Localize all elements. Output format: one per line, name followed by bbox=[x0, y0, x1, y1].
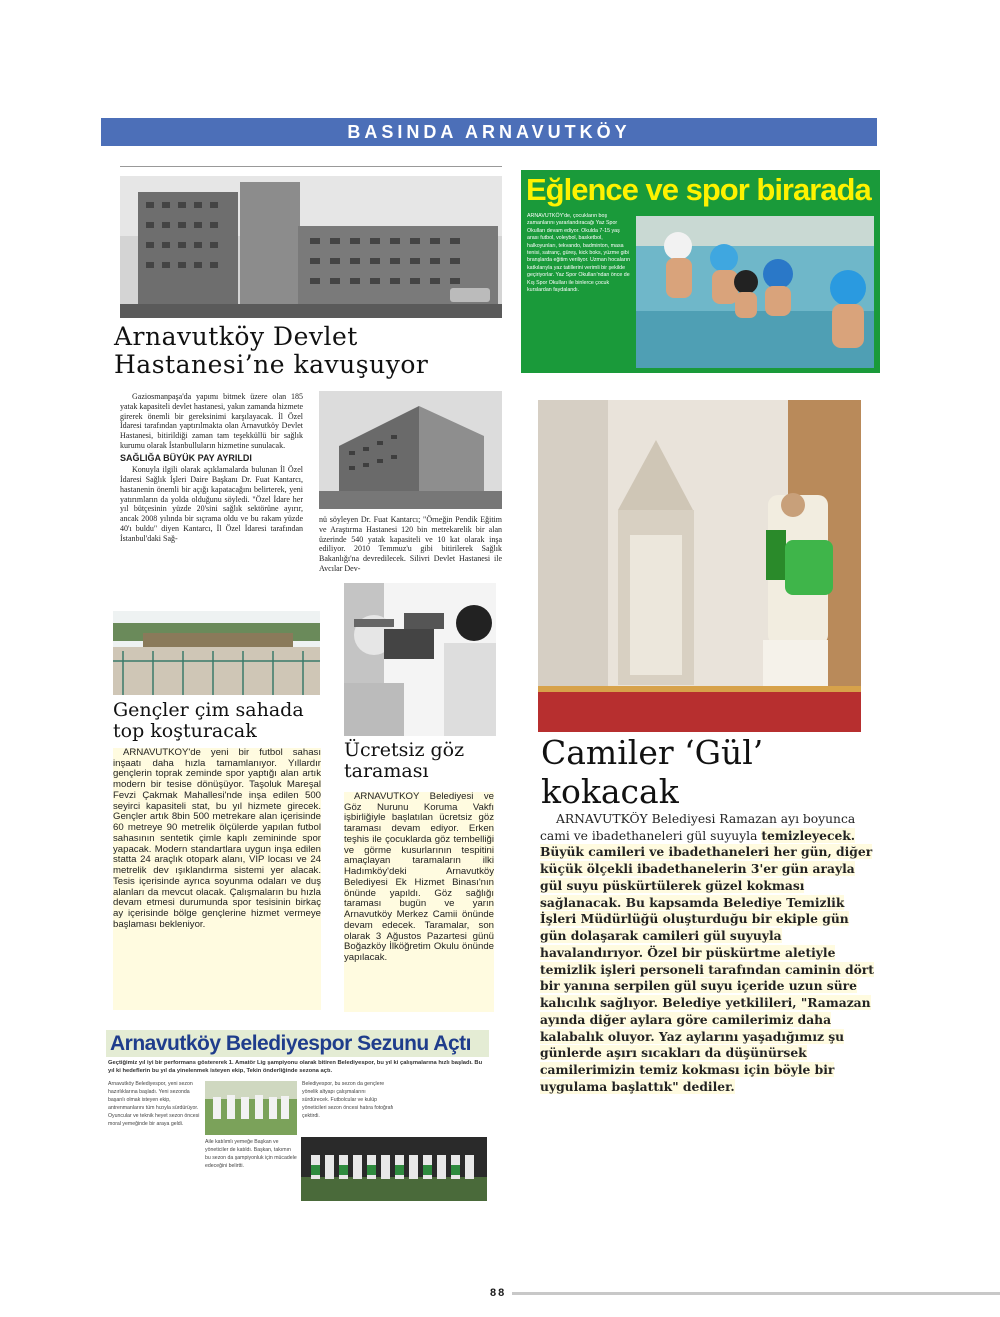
hastane-body-col1 bbox=[120, 392, 303, 577]
hospital-photo-small bbox=[319, 391, 502, 509]
goz-headline: Ücretsiz göz taraması bbox=[344, 739, 465, 783]
belediyespor-col1: Arnavutköy Belediyespor, yeni sezon hazırlıklarına başladı. Yeni sezonda başarılı olmak isteyen ekip, antrenmanlarını tüm hızıyla sürdürüyor. Oyuncular ve teknik heyet sezon öncesi moral yemeğinde bir araya geldi. bbox=[108, 1081, 200, 1128]
belediyespor-col2: Aile katılımlı yemeğe Başkan ve yöneticiler de katıldı. Başkan, takımın bu sezon da şampiyonluk için mücadele edeceğini belirtti. bbox=[205, 1139, 297, 1170]
hastane-subhead: SAĞLIĞA BÜYÜK PAY AYRILDI bbox=[120, 452, 252, 463]
divider bbox=[120, 166, 502, 167]
camiler-body-bold: temizleyecek. Büyük camileri ve ibadethaneleri her gün, diğer küçük ölçekli ibadethanelerin 3'er gün arayla gül suyu püskürtülerek güzel kokması sağlanacak. Bu kapsamda Belediye Temizlik İşleri Müdürlüğü oluşturduğu bir ekiple gün gün dolaşarak camileri gül suyuyla havalandırıyor. Özel bir püskürtme aletiyle temizlik işleri personeli tarafından caminin dört bir yanına serpilen gül suyu içeride uzun süre kalıcılık sağlıyor. Belediye yetkilileri, "Ramazan ayında diğer aylara göre camilerimiz daha kalabalık oluyor. Yaz aylarını yaşadığımız şu günlerde aşırı sıcakları da düşünürsek camilerimizin temiz kokması için böyle bir uygulama başlattık" dediler. bbox=[540, 827, 874, 1094]
stadium-photo bbox=[113, 611, 320, 695]
footer-line bbox=[512, 1292, 1000, 1295]
hastane-para2: Konuyla ilgili olarak açıklamalarda bulunan İl Özel İdaresi Sağlık İşleri Daire Başkanı Dr. Fuat Kantarcı, hastanenin önemli bir açığı kapatacağını belirterek, yeni yatırımların da yolda olduğunu söyledi. "Özel İdare her yıl bütçesinin yüzde 20'sini sağlık sektörüne ayırır, ancak 2008 yılında bir sıçrama oldu ve bu rakam yüzde 40'ı buldu" diyen Kantarcı, İl Özel İdaresi tarafından İstanbul'daki Sağ- bbox=[120, 465, 303, 543]
belediyespor-col3: Belediyespor, bu sezon da gençlere yönelik altyapı çalışmalarını sürdürecek. Futbolcular ve kulüp yöneticileri sezon öncesi hatıra fotoğrafı çektirdi. bbox=[302, 1081, 394, 1120]
team-photo-small bbox=[205, 1081, 297, 1135]
camiler-headline: Camiler ‘Gül’ kokacak bbox=[541, 733, 764, 811]
belediyespor-headline: Arnavutköy Belediyespor Sezunu Açtı bbox=[106, 1030, 489, 1057]
team-photo-large bbox=[301, 1137, 487, 1201]
hastane-headline: Arnavutköy Devlet Hastanesi’ne kavuşuyor bbox=[114, 322, 429, 379]
eye-exam-photo bbox=[344, 583, 496, 736]
section-banner: BASINDA ARNAVUTKÖY bbox=[101, 118, 877, 146]
hastane-intro: Gaziosmanpaşa'da yapımı bitmek üzere olan 185 yatak kapasiteli devlet hastanesi, yakın zamanda hizmete girerek önemli bir gereksinimi karşılayacak. İl Özel İdaresi tarafından yaptırılmakta olan Arnavutköy Devlet Hastanesi, bitirildiği zaman tam teşekküllü bir sağlık kurumu olarak İstanbulluların hizmetine sunulacak. bbox=[120, 392, 303, 450]
hastane-body-col2: nü söyleyen Dr. Fuat Kantarcı; "Örneğin Pendik Eğitim ve Araştırma Hastanesi 120 bin metrekarelik bir alan üzerinde 540 yatak kapasiteli ve 10 kat olarak inşa ediliyor. 2010 Temmuz'u gibi bitirilerek Sağlık Bakanlığı'na devredilecek. Silivri Devlet Hastanesi ile Avcılar Dev- bbox=[319, 515, 502, 573]
mosque-photo bbox=[538, 400, 861, 732]
eglence-headline: Eğlence ve spor birarada bbox=[526, 172, 871, 207]
pool-photo bbox=[636, 216, 874, 368]
gencler-body: ARNAVUTKÖY'de yeni bir futbol sahası inşaatı daha hızla tamamlanıyor. Yıllardır gençlerin toprak zeminde spor yaptığı alan artık modern bir tesise dönüşüyor. Taşoluk Mareşal Fevzi Çakmak Mahallesi'nde inşa edilen 500 seyirci kapasiteli stat, bu yıl hizmete girecek. Gençler artık 8bin 500 metrekare alan içerisinde 60 metreye 90 metrelik ölçülerde yapılan futbol sahasının sentetik çimle kaplı zemininde spor yapacak. Modern standartlara uygun inşa edilen statta 24 araçlık otopark alanı, VIP locası ve 24 metrelik dev ışıklandırma sistemi yer alacak. Tesis içerisinde ayrıca soyunma odaları ve duş alanları da mevcut olacak. Çalışmaların bu hızla devam etmesi durumunda spor tesisinin birkaç ay içerisinde bölge gençlerine hizmet vermeye başlaması bekleniyor. bbox=[113, 748, 321, 1010]
gencler-headline: Gençler çim sahada top koşturacak bbox=[113, 699, 304, 743]
goz-body: ARNAVUTKÖY Belediyesi ve Göz Nurunu Koruma Vakfı işbirliğiyle başlatılan ücretsiz göz taraması devam ediyor. Erken teşhis ile çocuklarda göz tembelliği ve görme kusurlarının tespitini amaçlayan taramaların ilki Hadımköy'deki Arnavutköy Belediyesi Ek Hizmet Binası'nın önünde yapıldı. Göz sağlığı taraması bugün ve yarın Arnavutköy Merkez Camii önünde devam edecek. Taramalar, son olarak 3 Ağustos Pazartesi günü Boğazköy İlköğretim Okulu önünde yapılacak. bbox=[344, 792, 494, 1012]
camiler-body bbox=[540, 812, 875, 1182]
camiler-body-normal: ARNAVUTKÖY Belediyesi Ramazan ayı boyunca cami ve ibadethaneleri gül suyuyla bbox=[540, 812, 856, 843]
eglence-text: ARNAVUTKÖY'de, çocukların boş zamanlarını yararlandıracağı Yaz Spor Okulları devam ediyor. Okulda 7-15 yaş arası futbol, voleybol, basketbol, halkoyunları, tekvando, badminton, masa tenisi, satranç, güreş, kick boks, yüzme gibi branşlarda eğitim veriliyor. Uzman hocaların katkılarıyla yaz tatillerini verimli bir şekilde geçiriyorlar. Yaz Spor Okulları'ndan önce de Kış Spor Okulları ile binlerce çocuk kurslardan faydalandı. bbox=[527, 213, 631, 294]
page-number: 88 bbox=[490, 1287, 507, 1299]
belediyespor-lead: Geçtiğimiz yıl iyi bir performans göstererek 1. Amatör Lig şampiyonu olarak bitiren Belediyespor, bu yıl ki çalışmalarına hızlı başladı. Bu yıl ki hedeflerin bu yıl da yinelenmek isteyen ekip, Tekin önderliğinde sezona açtı. bbox=[108, 1060, 483, 1075]
hospital-photo bbox=[120, 176, 502, 318]
